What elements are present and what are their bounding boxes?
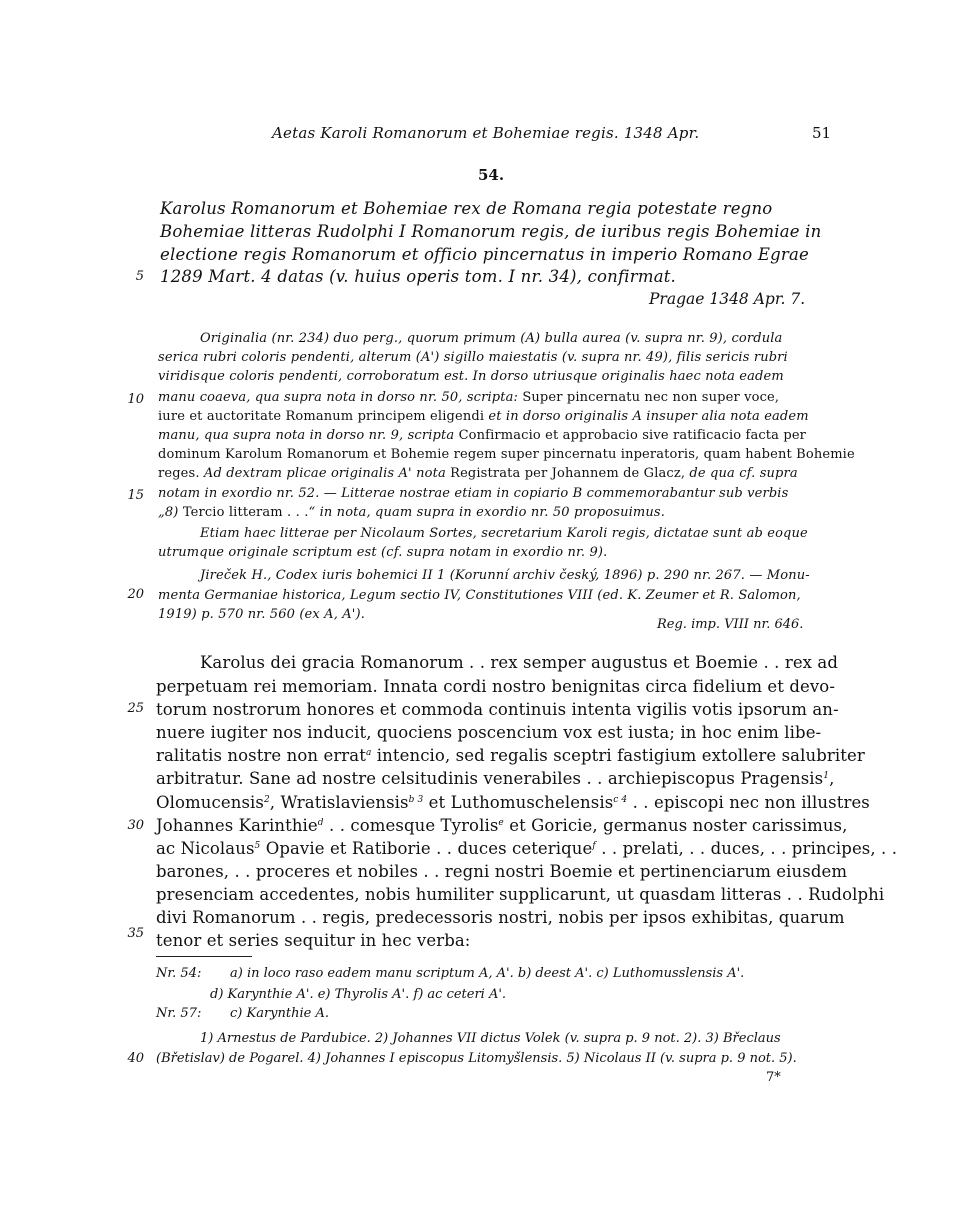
note-line [158,505,665,520]
note-italic: manu coaeva, qua supra nota in dorso nr. 50, scripta: [158,390,523,405]
body-line: tenor et series sequitur in hec verba: [156,931,471,950]
summary-line: electione regis Romanorum et officio pincernatus in imperio Romano Egrae [160,245,809,264]
body-text: et Luthomuschelensis [423,793,614,812]
line-number: 15 [127,488,144,503]
note-italic: de qua cf. supra [689,466,798,481]
note-line: Etiam haec litterae per Nicolaum Sortes, secretarium Karoli regis, dictatae sunt ab eoque [200,526,808,541]
note-line: notam in exordio nr. 52. — Litterae nostrae etiam in copiario B commemorabantur sub verbis [158,486,789,501]
footnote-line: 1) Arnestus de Pardubice. 2) Johannes VII dictus Volek (v. supra p. 9 not. 2). 3) Břeclaus [200,1031,781,1046]
note-quote: Tercio litteram . . . [182,505,309,520]
note-italic: Ad dextram plicae originalis A' nota [203,466,451,481]
footnote-mark: f [592,841,596,851]
note-line [158,466,798,481]
body-text: et Goricie, germanus noster carissimus, [503,816,848,835]
line-number: 35 [127,926,144,941]
note-italic: manu, qua supra nota in dorso nr. 9, scripta [158,428,459,443]
footnote-mark: 5 [254,841,261,851]
line-number: 5 [135,269,144,284]
body-text: , Wratislaviensis [269,793,409,812]
note-quote: iure et auctoritate Romanum principem eligendi [158,409,489,424]
body-line [156,769,834,788]
note-line: 1919) p. 570 nr. 560 (ex A, A'). [158,607,366,622]
summary-line: Karolus Romanorum et Bohemiae rex de Romana regia potestate regno [160,199,773,218]
note-quote: Registrata per Johannem de Glacz, [450,466,690,481]
body-text: intencio, sed regalis sceptri fastigium extollere salubriter [371,746,865,765]
footnote-mark: 1 [823,771,830,781]
note-italic: “ in nota, quam supra in exordio nr. 50 proposuimus. [308,505,666,520]
summary-line: 1289 Mart. 4 datas (v. huius operis tom. I nr. 34), confirmat. [160,267,677,286]
page-number: 51 [812,124,832,142]
body-text: ralitatis nostre non errat [156,746,366,765]
line-number: 30 [127,818,144,833]
apparatus-label: Nr. 54: [156,966,202,981]
note-quote: Confirmacio et approbacio sive ratificacio facta per [458,428,807,443]
body-text: Olomucensis [156,793,264,812]
footnote-mark: c 4 [613,795,628,805]
note-line: serica rubri coloris pendenti, alterum (A') sigillo maiestatis (v. supra nr. 49), filis sericis rubri [158,350,788,365]
note-line [158,409,809,424]
body-text: . . comesque Tyrolis [323,816,499,835]
body-line [156,816,847,835]
note-line: menta Germaniae historica, Legum sectio IV, Constitutiones VIII (ed. K. Zeumer et R. Salomon, [158,588,801,603]
note-quote: reges. [158,466,204,481]
body-text: . . prelati, . . duces, . . principes, . . [595,839,898,858]
footnote-mark: 2 [263,795,270,805]
footnote-mark: d [317,818,324,828]
body-line [156,793,870,812]
footnote-mark: a [365,748,372,758]
body-line: Karolus dei gracia Romanorum . . rex semper augustus et Boemie . . rex ad [200,653,839,672]
running-title: Aetas Karoli Romanorum et Bohemiae regis. 1348 Apr. [272,124,700,142]
note-italic: „8) [158,505,183,520]
body-line: nuere iugiter nos inducit, quociens poscencium vox est iusta; in hoc enim libe- [156,723,822,742]
printer-signature: 7* [766,1070,781,1085]
summary-line: Bohemiae litteras Rudolphi I Romanorum regis, de iuribus regis Bohemiae in [160,222,822,241]
body-line: torum nostrorum honores et commoda continuis intenta vigilis votis ipsorum an- [156,700,839,719]
body-line [156,839,897,858]
note-line [158,428,806,443]
footnote-line: (Břetislav) de Pogarel. 4) Johannes I episcopus Litomyšlensis. 5) Nicolaus II (v. supra p. 9 not. 5). [156,1051,797,1066]
body-text: . . episcopi nec non illustres [627,793,870,812]
note-line: Originalia (nr. 234) duo perg., quorum primum (A) bulla aurea (v. supra nr. 9), cordula [200,331,783,346]
body-text: arbitratur. Sane ad nostre celsitudinis venerabiles . . archiepiscopus Pragensis [156,769,824,788]
note-line [158,390,779,405]
body-line: barones, . . proceres et nobiles . . regni nostri Boemie et pertinenciarum eiusdem [156,862,848,881]
note-line: viridisque coloris pendenti, corroboratum est. In dorso utriusque originalis haec nota eadem [158,369,784,384]
body-line [156,746,865,765]
line-number: 20 [127,587,144,602]
note-line: utrumque originale scriptum est (cf. supra notam in exordio nr. 9). [158,545,608,560]
body-text: ac Nicolaus [156,839,255,858]
body-line: presenciam accedentes, nobis humiliter supplicarunt, ut quasdam litteras . . Rudolphi [156,885,885,904]
line-number: 10 [127,392,144,407]
document-number: 54. [478,166,505,184]
body-line: divi Romanorum . . regis, predecessoris nostri, nobis per ipsos exhibitas, quarum [156,908,845,927]
note-italic: et in dorso originalis A insuper alia nota eadem [488,409,809,424]
apparatus-line: c) Karynthie A. [230,1006,329,1021]
body-text: Opavie et Ratiborie . . duces ceterique [260,839,593,858]
footnote-mark: b 3 [408,795,424,805]
place-date: Pragae 1348 Apr. 7. [649,290,806,308]
apparatus-line: d) Karynthie A'. e) Thyrolis A'. f) ac ceteri A'. [210,987,507,1002]
line-number: 25 [127,701,144,716]
footnote-rule [156,956,252,957]
footnote-mark: e [498,818,504,828]
body-text: Johannes Karinthie [156,816,318,835]
note-quote: Super pincernatu nec non super voce, [522,390,780,405]
note-line: dominum Karolum Romanorum et Bohemie regem super pincernatu inperatoris, quam habent Bohemie [158,447,855,462]
apparatus-label: Nr. 57: [156,1006,202,1021]
body-line: perpetuam rei memoriam. Innata cordi nostro benignitas circa fidelium et devo- [156,677,836,696]
regesta-reference: Reg. imp. VIII nr. 646. [657,617,804,632]
body-text: , [829,769,835,788]
apparatus-line: a) in loco raso eadem manu scriptum A, A'. b) deest A'. c) Luthomusslensis A'. [230,966,745,981]
line-number: 40 [127,1051,144,1066]
note-line: Jireček H., Codex iuris bohemici II 1 (Korunní archiv český, 1896) p. 290 nr. 267. — Monu- [200,568,810,583]
